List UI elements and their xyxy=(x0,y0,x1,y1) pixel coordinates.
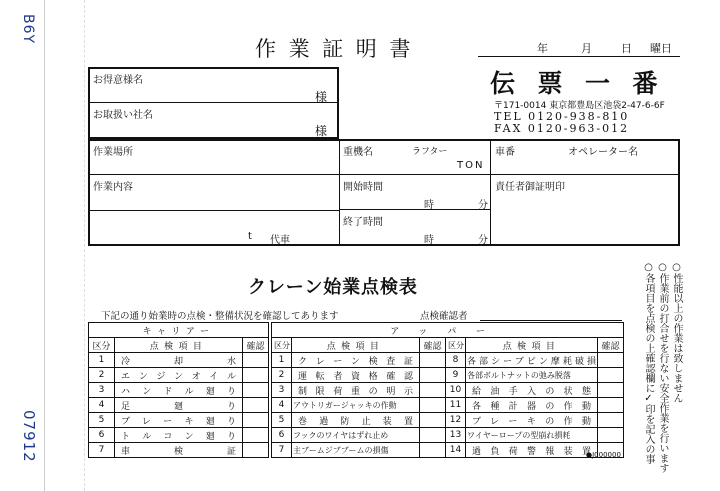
table-row: 4 アウトリガージャッキの作動 11 各種計器の作動 xyxy=(272,398,624,413)
check-cell[interactable] xyxy=(420,398,446,413)
check-cell[interactable] xyxy=(598,413,624,428)
work-grid-row3 xyxy=(89,210,339,211)
col-no: 区分 xyxy=(89,338,115,353)
vehicle-number-label: 車番 xyxy=(495,147,515,158)
side-code-bottom: 07912 xyxy=(20,410,38,463)
table-row: 7 車検証 xyxy=(89,443,269,458)
work-grid-col2 xyxy=(490,140,491,245)
check-cell[interactable] xyxy=(598,353,624,368)
table-row: 3 ハンドル廻り xyxy=(89,383,269,398)
left-margin-line-2 xyxy=(84,0,85,491)
work-grid-col1 xyxy=(339,140,340,245)
check-cell[interactable] xyxy=(420,428,446,443)
inspection-intro: 下記の通り始業時の点検・整備状況を確認してあります xyxy=(101,311,339,322)
footer-code: ●J000000 xyxy=(586,451,621,459)
machine-label: 重機名 xyxy=(343,147,373,158)
operator-label: オペレーター名 xyxy=(568,147,638,158)
work-grid-row1 xyxy=(89,174,679,175)
note-3: ○各項目を点検の上確認欄に✓印を記入の事 xyxy=(643,262,654,464)
col-check: 確認 xyxy=(420,338,446,353)
col-check: 確認 xyxy=(243,338,269,353)
check-cell[interactable] xyxy=(598,428,624,443)
ton-unit: TON xyxy=(457,160,485,171)
client-suffix: 様 xyxy=(315,90,328,104)
table-row: 6 フックのワイヤはずれ止め 13 ワイヤーロープの型崩れ損耗 xyxy=(272,428,624,443)
date-month-label: 月 xyxy=(581,42,592,55)
end-minute-unit: 分 xyxy=(478,235,488,246)
ton-t-label: t xyxy=(248,231,252,242)
company-fax: FAX 0120-963-012 xyxy=(494,122,630,135)
upper-check-table xyxy=(271,322,624,458)
col-no: 区分 xyxy=(446,338,466,353)
signature-label: 責任者御証明印 xyxy=(495,182,565,193)
check-cell[interactable] xyxy=(598,398,624,413)
check-cell[interactable] xyxy=(243,443,269,458)
customer-divider xyxy=(89,102,338,103)
carrier-header: キャリアー xyxy=(89,323,269,338)
note-2: ○作業前の打合せを行ない安全作業を行います xyxy=(657,262,668,473)
end-time-label: 終了時間 xyxy=(343,217,383,228)
check-cell[interactable] xyxy=(420,383,446,398)
client-name-label: お得意様名 xyxy=(93,75,143,86)
check-cell[interactable] xyxy=(598,368,624,383)
work-content-label: 作業内容 xyxy=(93,182,133,193)
check-cell[interactable] xyxy=(598,383,624,398)
agent-name-label: お取扱い社名 xyxy=(93,110,153,121)
check-cell[interactable] xyxy=(420,353,446,368)
inspection-checker-label: 点検確認者 xyxy=(420,311,468,322)
machine-type: ラフター xyxy=(412,147,448,157)
checker-underline xyxy=(480,320,622,321)
table-row: 4 足廻り xyxy=(89,398,269,413)
check-cell[interactable] xyxy=(420,413,446,428)
date-underline xyxy=(478,56,680,57)
check-cell[interactable] xyxy=(243,398,269,413)
agent-suffix: 様 xyxy=(315,124,328,138)
table-row: 5 巻過防止装置 12 ブレーキの作動 xyxy=(272,413,624,428)
start-hour-unit: 時 xyxy=(424,200,434,211)
note-1: ○性能以上の作業は致しません xyxy=(671,262,682,403)
work-site-label: 作業場所 xyxy=(93,147,133,158)
table-row: 1 クレーン検査証 8 各部シーブピン摩耗破損 xyxy=(272,353,624,368)
table-row: 3 制限荷重の明示 10 給油手入の状態 xyxy=(272,383,624,398)
start-minute-unit: 分 xyxy=(478,200,488,211)
table-row: 5 ブレーキ廻り xyxy=(89,413,269,428)
carrier-check-table xyxy=(88,322,269,458)
date-year-label: 年 xyxy=(537,42,548,55)
table-row: 1 冷却水 xyxy=(89,353,269,368)
company-address: 〒171-0014 東京都豊島区池袋2-47-6-6F xyxy=(494,101,665,111)
col-check: 確認 xyxy=(598,338,624,353)
col-item: 点検項目 xyxy=(466,338,598,353)
start-time-label: 開始時間 xyxy=(343,182,383,193)
left-margin-line xyxy=(44,0,45,491)
date-day-label: 日 xyxy=(621,42,632,55)
col-no: 区分 xyxy=(272,338,292,353)
company-name: 伝票一番 xyxy=(490,69,681,98)
check-cell[interactable] xyxy=(243,353,269,368)
col-item: 点検項目 xyxy=(115,338,243,353)
work-grid-row2 xyxy=(339,209,490,210)
col-item: 点検項目 xyxy=(292,338,420,353)
vehicle-fee-label: 代車 xyxy=(270,235,290,246)
check-cell[interactable] xyxy=(243,428,269,443)
side-code-top: B6Y xyxy=(20,14,36,45)
check-cell[interactable] xyxy=(243,383,269,398)
company-tel: TEL 0120-938-810 xyxy=(494,110,630,123)
upper-header: アッパー xyxy=(272,323,624,338)
check-cell[interactable] xyxy=(243,413,269,428)
check-cell[interactable] xyxy=(420,443,446,458)
table-row: 2 運転者資格確認 9 各部ボルトナットの弛み脱落 xyxy=(272,368,624,383)
table-row: 2 エンジンオイル xyxy=(89,368,269,383)
inspection-title: クレーン始業点検表 xyxy=(248,277,418,298)
check-cell[interactable] xyxy=(243,368,269,383)
table-row: 6 トルコン廻り xyxy=(89,428,269,443)
check-cell[interactable] xyxy=(420,368,446,383)
table-row: 7 主ブームジブブームの損傷 14 過負荷警報装置 xyxy=(272,443,624,458)
form-title: 作業証明書 xyxy=(255,37,423,61)
date-weekday-label: 曜日 xyxy=(650,42,672,55)
end-hour-unit: 時 xyxy=(424,235,434,246)
